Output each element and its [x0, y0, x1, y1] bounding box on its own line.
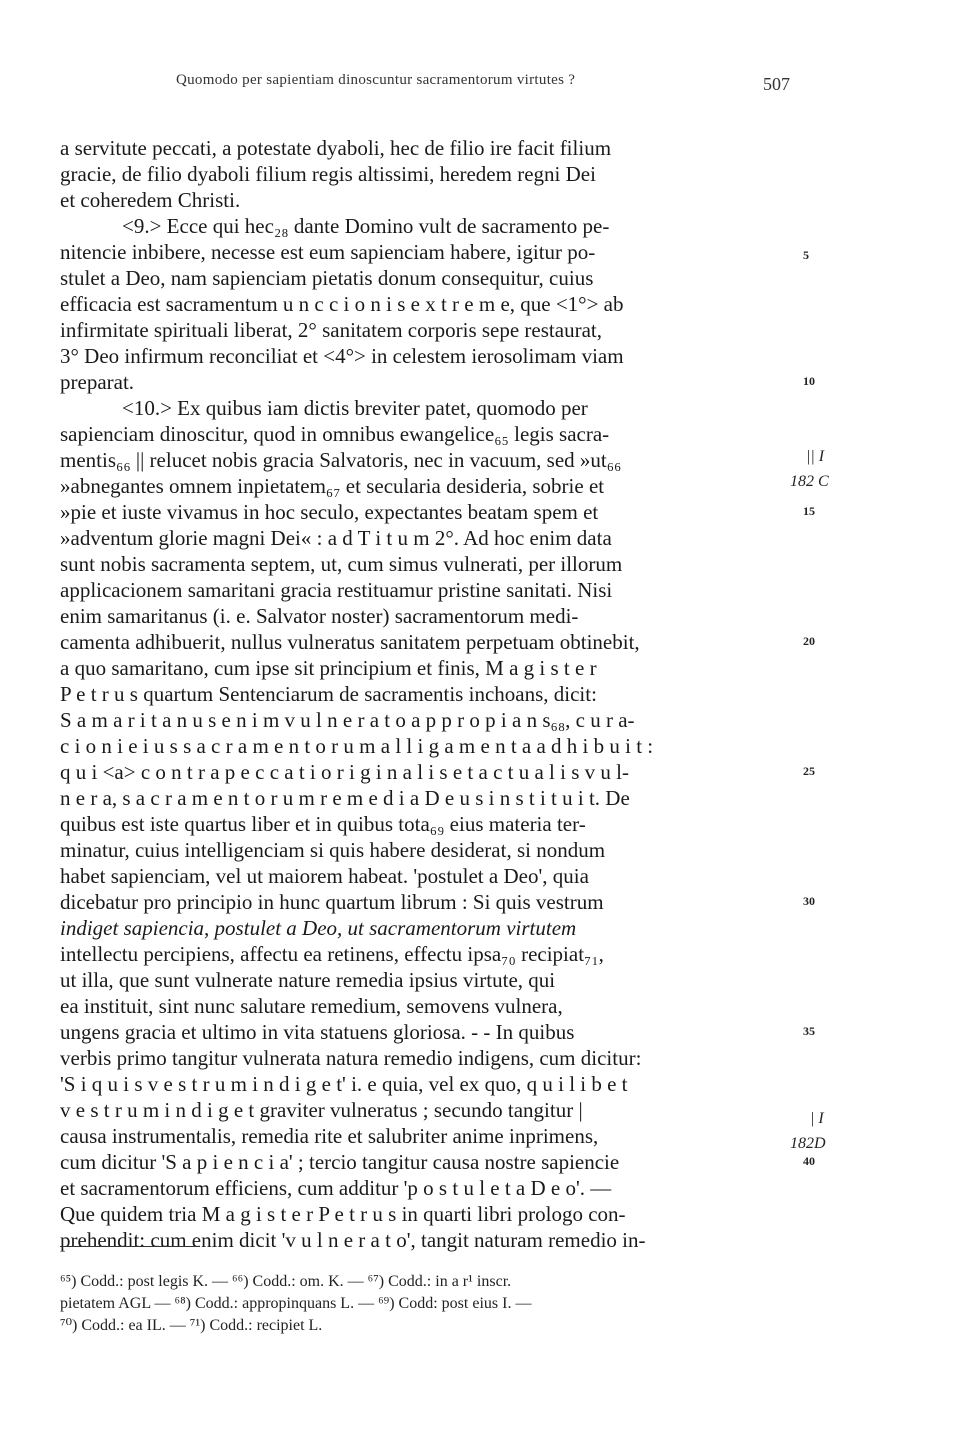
- text-line: P e t r u s quartum Sentenciarum de sacramentis inchoans, dicit:: [60, 682, 597, 706]
- marginal-note: || I: [806, 448, 825, 465]
- text-line: <10.> Ex quibus iam dictis breviter patet, quomodo per: [122, 396, 588, 420]
- line-number: 20: [803, 634, 815, 648]
- text-line: prehendit: cum enim dicit 'v u l n e r a t o', tangit naturam remedio in-: [60, 1228, 646, 1252]
- text-line: a quo samaritano, cum ipse sit principium et finis, M a g i s t e r: [60, 656, 597, 680]
- text-line: n e r a, s a c r a m e n t o r u m r e m e d i a D e u s i n s t i t u i t. De: [60, 786, 630, 810]
- text-line: c i o n i e i u s s a c r a m e n t o r u m a l l i g a m e n t a a d h i b u i t :: [60, 734, 654, 758]
- text-line: a servitute peccati, a potestate dyaboli, hec de filio ire facit filium: [60, 136, 612, 160]
- text-line: ea instituit, sint nunc salutare remedium, semovens vulnera,: [60, 994, 563, 1018]
- text-line: 'S i q u i s v e s t r u m i n d i g e t' i. e quia, vel ex quo, q u i l i b e t: [60, 1072, 628, 1096]
- footnote-line: ⁶⁵) Codd.: post legis K. — ⁶⁶) Codd.: om. K. — ⁶⁷) Codd.: in a r¹ inscr.: [60, 1273, 512, 1290]
- text-line: efficacia est sacramentum u n c c i o n i s e x t r e m e, que <1°> ab: [60, 292, 624, 316]
- line-number: 25: [803, 764, 815, 778]
- footnote-line: pietatem AGL — ⁶⁸) Codd.: appropinquans L. — ⁶⁹) Codd: post eius I. —: [60, 1295, 532, 1312]
- text-line: »adventum glorie magni Dei« : a d T i t u m 2°. Ad hoc enim data: [60, 526, 612, 550]
- text-line: applicacionem samaritani gracia restituamur pristine sanitati. Nisi: [60, 578, 613, 602]
- page-header: [60, 72, 790, 98]
- text-line: gracie, de filio dyaboli filium regis altissimi, heredem regni Dei: [60, 162, 596, 186]
- text-line: minatur, cuius intelligenciam si quis habere desiderat, si nondum: [60, 838, 606, 862]
- line-number: 15: [803, 504, 815, 518]
- text-line: Que quidem tria M a g i s t e r P e t r u s in quarti libri prologo con-: [60, 1202, 626, 1226]
- text-line: intellectu percipiens, affectu ea retinens, effectu ipsa₇₀ recipiat₇₁,: [60, 942, 604, 966]
- text-line: indiget sapiencia, postulet a Deo, ut sacramentorum virtutem: [60, 916, 577, 940]
- line-number: 40: [803, 1154, 815, 1168]
- text-line: ungens gracia et ultimo in vita statuens gloriosa. - - In quibus: [60, 1020, 575, 1044]
- text-line: mentis₆₆ || relucet nobis gracia Salvatoris, nec in vacuum, sed »ut₆₆: [60, 448, 622, 472]
- text-line: habet sapienciam, vel ut maiorem habeat. 'postulet a Deo', quia: [60, 864, 589, 888]
- text-line: cum dicitur 'S a p i e n c i a' ; tercio tangitur causa nostre sapiencie: [60, 1150, 620, 1174]
- text-line: dicebatur pro principio in hunc quartum librum : Si quis vestrum: [60, 890, 604, 914]
- text-line: »pie et iuste vivamus in hoc seculo, expectantes beatam spem et: [60, 500, 599, 524]
- text-line: camenta adhibuerit, nullus vulneratus sanitatem perpetuam obtinebit,: [60, 630, 640, 654]
- page-number: 507: [763, 74, 790, 94]
- text-line: et sacramentorum efficiens, cum additur 'p o s t u l e t a D e o'. —: [60, 1176, 612, 1200]
- running-title: Quomodo per sapientiam dinoscuntur sacramentorum virtutes ?: [176, 72, 576, 88]
- text-line: et coheredem Christi.: [60, 188, 241, 212]
- footnote-rule: [60, 1246, 200, 1247]
- marginal-note: 182D: [790, 1135, 826, 1152]
- text-line: q u i <a> c o n t r a p e c c a t i o r i g i n a l i s e t a c t u a l i s v u l-: [60, 760, 629, 784]
- marginal-note: 182 C: [790, 473, 829, 490]
- text-line: »abnegantes omnem inpietatem₆₇ et secularia desideria, sobrie et: [60, 474, 605, 498]
- line-number: 5: [803, 248, 809, 262]
- text-line: nitencie inbibere, necesse est eum sapienciam habere, igitur po-: [60, 240, 596, 264]
- text-line: preparat.: [60, 370, 135, 394]
- text-line: verbis primo tangitur vulnerata natura remedio indigens, cum dicitur:: [60, 1046, 642, 1070]
- line-number: 10: [803, 374, 815, 388]
- text-line: stulet a Deo, nam sapienciam pietatis donum consequitur, cuius: [60, 266, 594, 290]
- text-line: v e s t r u m i n d i g e t graviter vulneratus ; secundo tangitur |: [60, 1098, 583, 1122]
- line-number: 30: [803, 894, 815, 908]
- footnote-line: ⁷⁰) Codd.: ea IL. — ⁷¹) Codd.: recipiet L.: [60, 1317, 323, 1334]
- text-line: <9.> Ecce qui hec₂₈ dante Domino vult de sacramento pe-: [122, 214, 610, 238]
- marginal-note: | I: [810, 1110, 824, 1127]
- text-line: sunt nobis sacramenta septem, ut, cum simus vulnerati, per illorum: [60, 552, 623, 576]
- text-line: S a m a r i t a n u s e n i m v u l n e r a t o a p p r o p i a n s₆₈, c u r a-: [60, 708, 635, 732]
- text-line: ut illa, que sunt vulnerate nature remedia ipsius virtute, qui: [60, 968, 556, 992]
- text-line: causa instrumentalis, remedia rite et salubriter anime inprimens,: [60, 1124, 599, 1148]
- text-line: sapienciam dinoscitur, quod in omnibus ewangelice₆₅ legis sacra-: [60, 422, 610, 446]
- text-line: 3° Deo infirmum reconciliat et <4°> in celestem ierosolimam viam: [60, 344, 624, 368]
- line-number: 35: [803, 1024, 815, 1038]
- text-line: enim samaritanus (i. e. Salvator noster) sacramentorum medi-: [60, 604, 579, 628]
- text-line: infirmitate spirituali liberat, 2° sanitatem corporis sepe restaurat,: [60, 318, 602, 342]
- text-line: quibus est iste quartus liber et in quibus tota₆₉ eius materia ter-: [60, 812, 586, 836]
